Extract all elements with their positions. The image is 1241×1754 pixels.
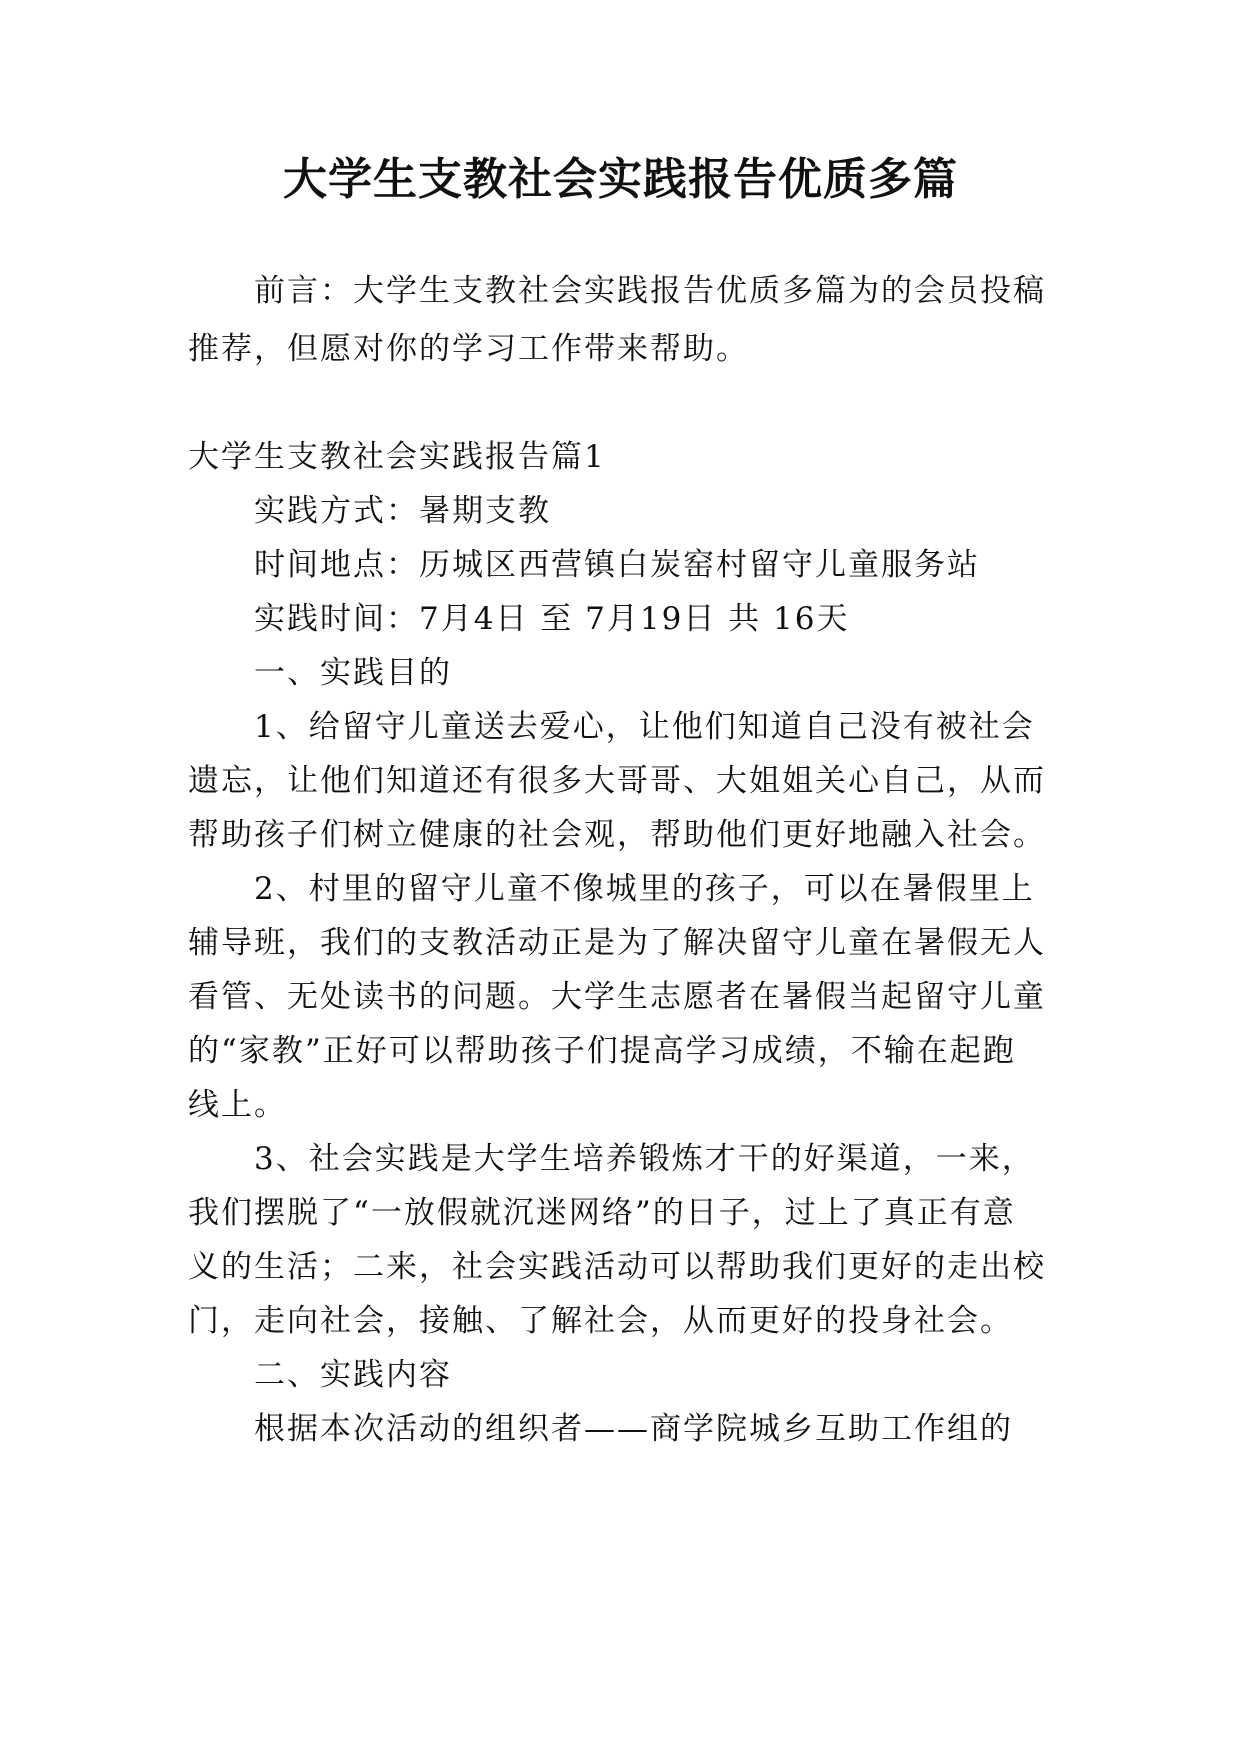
time-place: 时间地点：历城区西营镇白炭窑村留守儿童服务站 — [254, 547, 980, 583]
point-3-line-1: 3、社会实践是大学生培养锻炼才干的好渠道，一来， — [254, 1141, 1035, 1177]
point-3-line-2: 我们摆脱了“一放假就沉迷网络”的日子，过上了真正有意 — [188, 1195, 1016, 1231]
point-2-line-1: 2、村里的留守儿童不像城里的孩子，可以在暑假里上 — [254, 871, 1035, 907]
preface-line-2: 推荐，但愿对你的学习工作带来帮助。 — [188, 331, 749, 367]
point-3-line-3: 义的生活；二来，社会实践活动可以帮助我们更好的走出校 — [188, 1249, 1046, 1285]
point-2-line-5: 线上。 — [188, 1087, 287, 1123]
point-2-line-2: 辅导班，我们的支教活动正是为了解决留守儿童在暑假无人 — [188, 925, 1046, 961]
point-2-line-4: 的“家教”正好可以帮助孩子们提高学习成绩，不输在起跑 — [188, 1033, 1016, 1069]
preface-line-1: 前言：大学生支教社会实践报告优质多篇为的会员投稿 — [254, 273, 1046, 309]
heading-content: 二、实践内容 — [254, 1357, 452, 1393]
heading-purpose: 一、实践目的 — [254, 655, 452, 691]
document-title: 大学生支教社会实践报告优质多篇 — [283, 154, 958, 205]
point-1-line-3: 帮助孩子们树立健康的社会观，帮助他们更好地融入社会。 — [188, 817, 1046, 853]
section-heading: 大学生支教社会实践报告篇1 — [188, 439, 606, 475]
point-3-line-4: 门，走向社会，接触、了解社会，从而更好的投身社会。 — [188, 1303, 1013, 1339]
practice-time: 实践时间：7月4日 至 7月19日 共 16天 — [254, 601, 850, 637]
practice-method: 实践方式：暑期支教 — [254, 493, 551, 529]
point-1-line-2: 遗忘，让他们知道还有很多大哥哥、大姐姐关心自己，从而 — [188, 763, 1046, 799]
point-1-line-1: 1、给留守儿童送去爱心，让他们知道自己没有被社会 — [254, 709, 1035, 745]
point-2-line-3: 看管、无处读书的问题。大学生志愿者在暑假当起留守儿童 — [188, 979, 1046, 1015]
content-line-1: 根据本次活动的组织者——商学院城乡互助工作组的 — [254, 1411, 1013, 1447]
